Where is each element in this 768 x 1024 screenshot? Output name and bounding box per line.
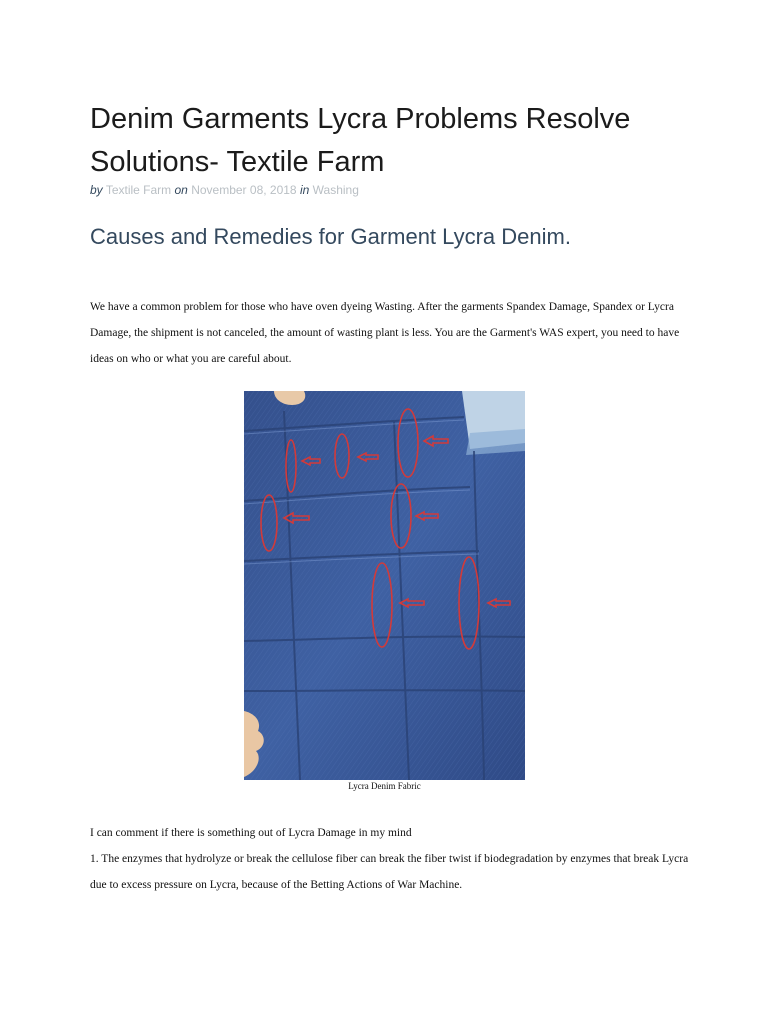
- section-heading: Causes and Remedies for Garment Lycra Denim.: [90, 224, 571, 249]
- byline-by-label: by: [90, 183, 103, 197]
- denim-fabric-photo: [244, 391, 525, 780]
- comment-line: I can comment if there is something out of Lycra Damage in my mind: [90, 827, 412, 839]
- byline-on-label: on: [174, 183, 188, 197]
- category-link[interactable]: Washing: [312, 183, 359, 197]
- article-title: Denim Garments Lycra Problems Resolve Solutions- Textile Farm: [90, 103, 631, 178]
- figure-caption: Lycra Denim Fabric: [348, 781, 421, 791]
- byline-in-label: in: [299, 183, 310, 197]
- post-date[interactable]: November 08, 2018: [191, 183, 297, 197]
- byline: [90, 183, 359, 197]
- author-link[interactable]: Textile Farm: [105, 183, 172, 197]
- intro-paragraph: We have a common problem for those who have oven dyeing Wasting. After the garments Spandex Damage, Spandex or Lycra Damage, the shipment is not canceled, the amount of wasting plant is less. You are the Garment's WAS expert, you need to have ideas on who or what you are careful about.: [90, 301, 680, 365]
- body-text: [90, 820, 690, 898]
- point-1: 1. The enzymes that hydrolyze or break the cellulose fiber can break the fiber twist if biodegradation by enzymes that break Lycra due to excess pressure on Lycra, because of the Betting Actions of War Machine.: [90, 853, 689, 891]
- seam: [244, 690, 525, 691]
